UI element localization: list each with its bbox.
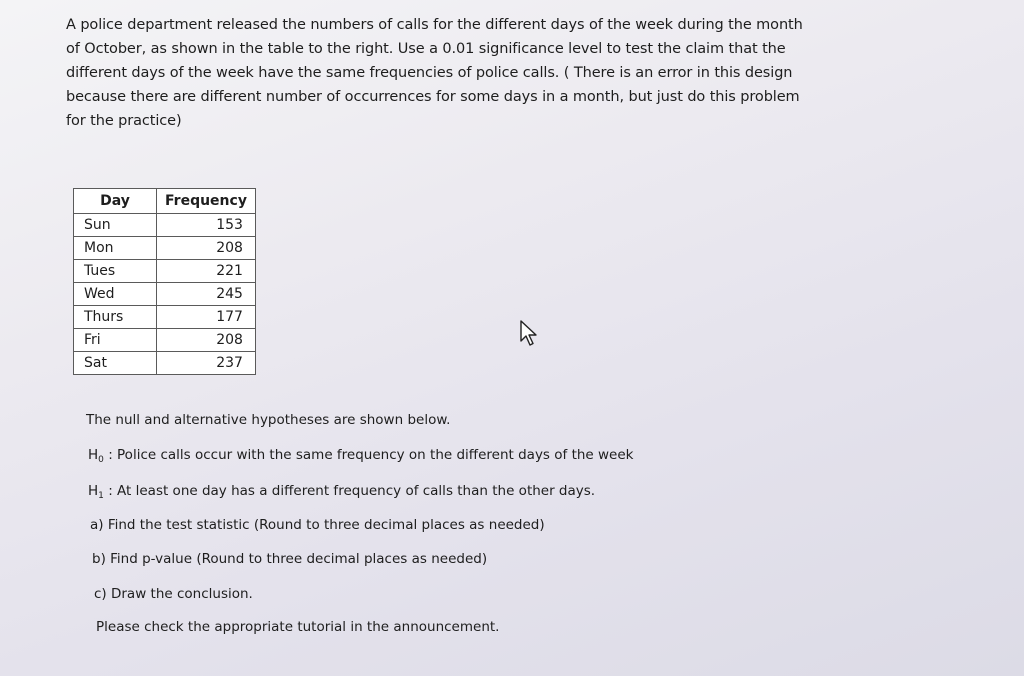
frequency-table (73, 188, 256, 375)
frequency-cell: 153 (157, 214, 256, 237)
day-cell: Thurs (74, 306, 157, 329)
h1-subscript: 1 (98, 491, 104, 501)
column-header-day: Day (74, 189, 157, 214)
h0-text: : Police calls occur with the same frequency on the different days of the week (108, 447, 634, 463)
table-row (74, 306, 256, 329)
day-cell: Wed (74, 283, 157, 306)
day-cell: Sat (74, 352, 157, 375)
null-hypothesis (88, 447, 633, 465)
alternative-hypothesis (88, 483, 595, 501)
day-cell: Mon (74, 237, 157, 260)
question-c: c) Draw the conclusion. (94, 586, 253, 602)
mouse-pointer-icon (519, 320, 539, 346)
question-b: b) Find p-value (Round to three decimal places as needed) (92, 551, 488, 567)
frequency-cell: 208 (157, 237, 256, 260)
table-row (74, 283, 256, 306)
table-row (74, 260, 256, 283)
table-row (74, 214, 256, 237)
frequency-cell: 237 (157, 352, 256, 375)
h1-symbol: H (88, 483, 99, 499)
h0-symbol: H (88, 447, 99, 463)
problem-statement: A police department released the numbers of calls for the different days of the week during the month of October, as shown in the table to the right. Use a 0.01 significance level to test the claim that the different days of the week have the same frequencies of police calls. ( There is an error in this design because there are different number of occurrences for some days in a month, but just do this problem for the practice) (66, 17, 803, 129)
frequency-cell: 177 (157, 306, 256, 329)
table-header-row (74, 189, 256, 214)
hypotheses-intro: The null and alternative hypotheses are shown below. (86, 412, 451, 428)
table-row (74, 237, 256, 260)
column-header-frequency: Frequency (157, 189, 256, 214)
table-row (74, 329, 256, 352)
h0-subscript: 0 (98, 455, 104, 465)
frequency-cell: 245 (157, 283, 256, 306)
table-row (74, 352, 256, 375)
h1-text: : At least one day has a different frequency of calls than the other days. (108, 483, 596, 499)
announcement-note: Please check the appropriate tutorial in the announcement. (96, 619, 500, 635)
frequency-cell: 208 (157, 329, 256, 352)
day-cell: Tues (74, 260, 157, 283)
day-cell: Fri (74, 329, 157, 352)
frequency-cell: 221 (157, 260, 256, 283)
question-a: a) Find the test statistic (Round to three decimal places as needed) (90, 517, 545, 533)
day-cell: Sun (74, 214, 157, 237)
